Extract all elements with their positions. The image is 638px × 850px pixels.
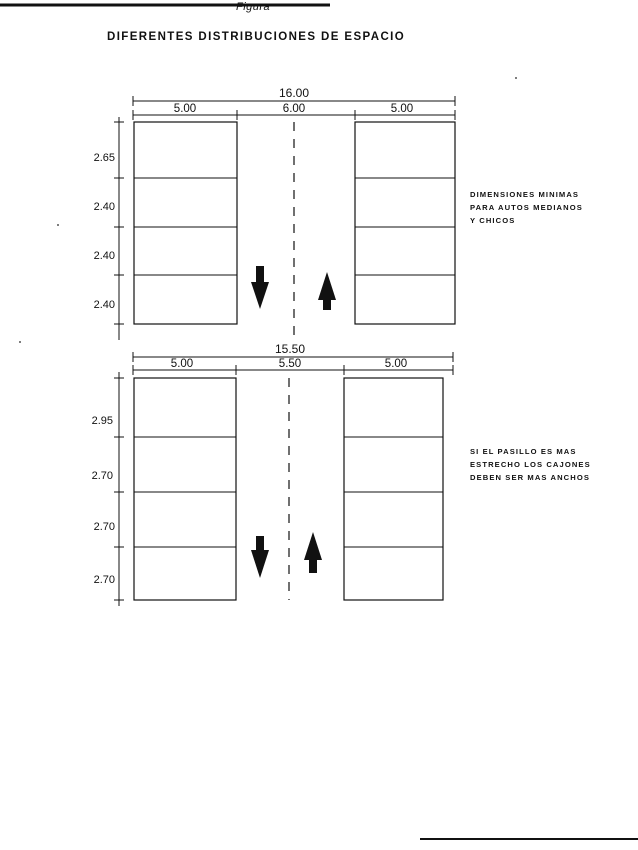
note-line: SI EL PASILLO ES MAS: [470, 447, 577, 456]
right-stall-width-label: 5.00: [384, 358, 408, 370]
left-stall-block: [134, 122, 237, 324]
arrow-up-icon: [304, 532, 322, 573]
total-width-label: 15.50: [274, 342, 306, 356]
note-line: PARA AUTOS MEDIANOS: [470, 203, 583, 212]
right-stall-block: [355, 122, 455, 324]
arrow-down-icon: [251, 266, 269, 309]
stall-depth-label: 2.40: [93, 250, 115, 262]
left-stall-block: [134, 378, 236, 600]
stall-depth-label: 2.95: [91, 415, 113, 427]
aisle-width-label: 5.50: [278, 358, 302, 370]
stall-depth-label: 2.70: [91, 470, 113, 482]
aisle-width-label: 6.00: [282, 103, 306, 115]
note-narrow-aisle: [470, 445, 591, 484]
left-stall-width-label: 5.00: [173, 103, 197, 115]
right-stall-width-label: 5.00: [390, 103, 414, 115]
figure-label: Figura: [236, 1, 271, 13]
layout-2: [92, 342, 453, 606]
stall-depth-label: 2.70: [93, 521, 115, 533]
stall-depth-label: 2.40: [93, 201, 115, 213]
stall-depth-label: 2.40: [93, 299, 115, 311]
page-title: DIFERENTES DISTRIBUCIONES DE ESPACIO: [107, 31, 406, 43]
stall-depth-label: 2.65: [93, 152, 115, 164]
right-stall-block: [344, 378, 443, 600]
total-width-label: 16.00: [278, 86, 310, 100]
note-minimum-dimensions: [470, 188, 583, 227]
note-line: DIMENSIONES MINIMAS: [470, 190, 580, 199]
note-line: ESTRECHO LOS CAJONES: [470, 460, 591, 469]
stall-depth-label: 2.70: [93, 574, 115, 586]
note-line: DEBEN SER MAS ANCHOS: [470, 473, 591, 482]
left-stall-width-label: 5.00: [170, 358, 194, 370]
layout-1: [94, 86, 455, 340]
note-line: Y CHICOS: [470, 216, 516, 225]
arrow-down-icon: [251, 536, 269, 578]
arrow-up-icon: [318, 272, 336, 310]
